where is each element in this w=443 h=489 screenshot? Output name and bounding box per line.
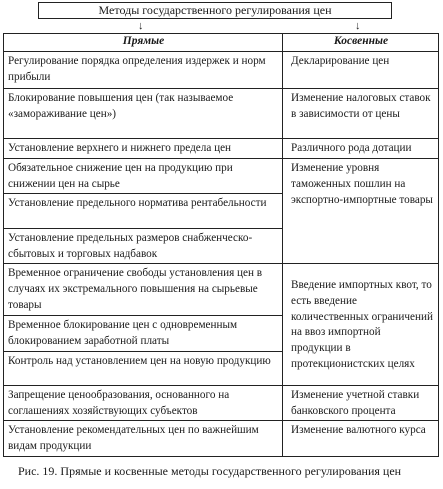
figure-caption: Рис. 19. Прямые и косвенные методы государственного регулирования цен — [18, 464, 402, 478]
direct-method-item: Обязательное снижение цен на продукцию при снижении цен на сырье — [4, 159, 282, 194]
direct-method-item: Установление предельного норматива рентабельности — [4, 194, 282, 229]
indirect-method-item: Изменение налоговых ставок в зависимости от цены — [283, 89, 438, 139]
indirect-method-item: Изменение учетной ставки банковского процента — [283, 386, 438, 421]
indirect-method-item: Изменение валютного курса — [291, 424, 426, 436]
down-arrow-icon: ↓ — [138, 20, 144, 32]
methods-table — [3, 33, 439, 457]
direct-method-item: Запрещение ценообразования, основанного на соглашениях хозяйствующих субъектов — [4, 386, 282, 421]
direct-methods-column — [4, 34, 283, 456]
direct-method-item: Блокирование повышения цен (так называемое «замораживание цен») — [4, 89, 282, 139]
direct-method-item: Временное блокирование цен с одновременным блокированием заработной платы — [4, 316, 282, 352]
diagram-title: Методы государственного регулирования цен — [38, 2, 392, 19]
direct-method-item: Установление верхнего и нижнего предела цен — [4, 139, 282, 159]
indirect-method-item: Введение импортных квот, то есть введение количественных ограничений на ввоз импортной продукции в протекционистских целях — [283, 264, 438, 386]
direct-method-item: Регулирование порядка определения издержек и норм прибыли — [4, 52, 282, 89]
direct-header: Прямые — [4, 34, 282, 52]
down-arrow-icon: ↓ — [355, 20, 361, 32]
indirect-method-item: Изменение уровня таможенных пошлин на экспортно-импортные товары — [283, 159, 438, 264]
indirect-method-item: Декларирование цен — [283, 52, 438, 89]
indirect-method-item: Различного рода дотации — [283, 139, 438, 159]
indirect-header: Косвенные — [283, 34, 438, 52]
direct-method-item: Установление рекомендательных цен по важнейшим видам продукции — [8, 424, 259, 452]
direct-method-item: Контроль над установлением цен на новую продукцию — [4, 352, 282, 386]
indirect-methods-column — [283, 34, 438, 456]
direct-method-item: Временное ограничение свободы установления цен в случаях их экстремального повышения на сырьевые товары — [4, 264, 282, 316]
direct-method-item: Установление предельных размеров снабженческо-сбытовых и торговых надбавок — [4, 229, 282, 264]
